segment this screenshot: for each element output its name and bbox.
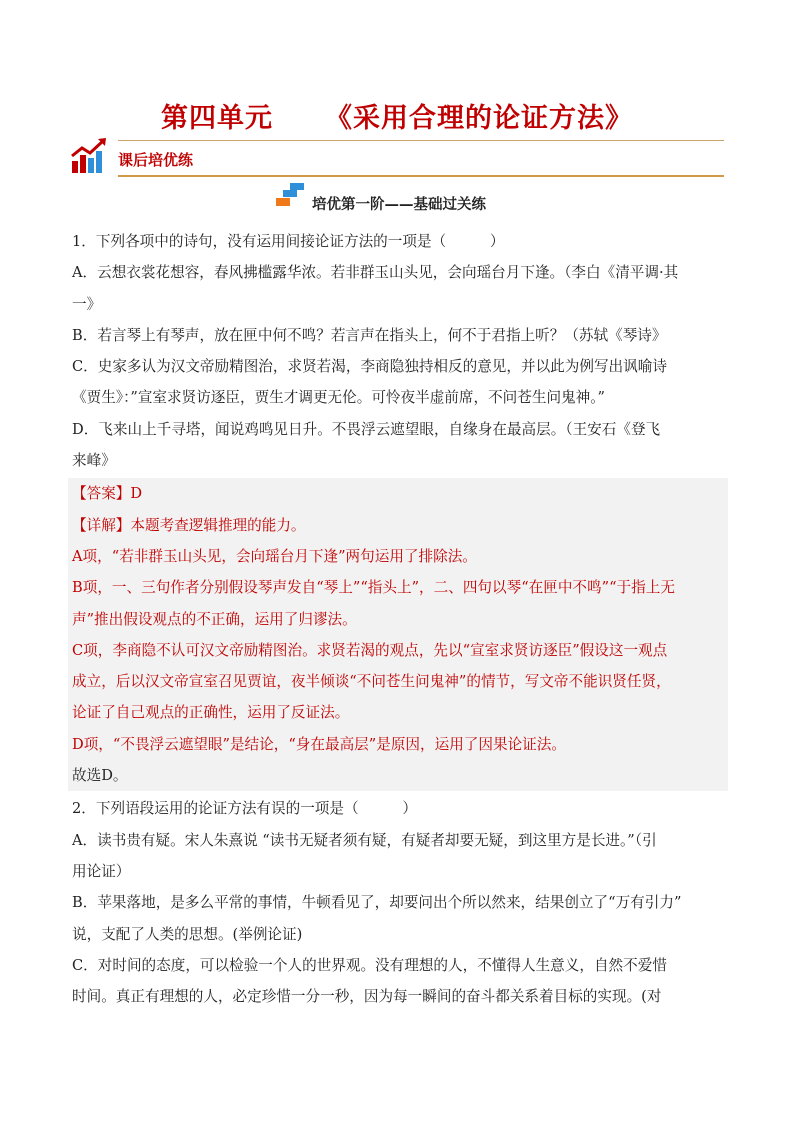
detail-key: 【详解】 [72, 516, 131, 534]
detail-line [72, 510, 724, 541]
explanation-d: D项，“不畏浮云遮望眼”是结论，“身在最高层”是原因，运用了因果论证法。 [72, 735, 566, 753]
detail-value: 本题考查逻辑推理的能力。 [130, 516, 306, 534]
question-2 [72, 793, 724, 1012]
option-c: C．史家多认为汉文帝励精图治，求贤若渴，李商隐独持相反的意见，并以此为例写出讽喻诗 [72, 358, 667, 376]
explanation-b-cont: 声”推出假设观点的不正确，运用了归谬法。 [72, 610, 357, 628]
answer-value: D [130, 485, 143, 503]
option-d: D．飞来山上千寻塔，闻说鸡鸣见日升。不畏浮云遮望眼，自缘身在最高层。（王安石《登飞 [72, 420, 661, 438]
option-a: A．云想衣裳花想容，春风拂槛露华浓。若非群玉山头见，会向瑶台月下逢。（李白《清平调·其 [72, 264, 679, 282]
answer-line [72, 478, 724, 509]
sub-section-label: 培优第一阶——基础过关练 [312, 197, 486, 213]
question-content [72, 226, 724, 1012]
section-header [70, 136, 724, 180]
explanation-c-cont: 成立，后以汉文帝宣室召见贾谊，夜半倾谈“不问苍生问鬼神”的情节，写文帝不能识贤任贤， [72, 673, 671, 691]
explanation-c: C项，李商隐不认可汉文帝励精图治。求贤若渴的观点，先以“宣室求贤访逐臣”假设这一观点 [72, 641, 668, 659]
lesson-title: 《采用合理的论证方法》 [325, 103, 633, 134]
question-stem: 2．下列语段运用的论证方法有误的一项是（ ） [72, 800, 417, 818]
growth-chart-icon [70, 136, 110, 176]
unit-label: 第四单元 [161, 103, 273, 134]
explanation-b: B项，一、三句作者分别假设琴声发自“琴上”“指头上”，二、四句以琴“在匣中不鸣”“于指上无 [72, 579, 675, 597]
option-a: A．读书贵有疑。宋人朱熹说 “读书无疑者须有疑，有疑者却要无疑，到这里方是长进。”（引 [72, 831, 657, 849]
explanation-a: A项，“若非群玉山头见，会向瑶台月下逢”两句运用了排除法。 [72, 547, 477, 565]
option-b: B．若言琴上有琴声，放在匣中何不鸣？若言声在指头上，何不于君指上听？（苏轼《琴诗》 [72, 326, 667, 344]
conclusion: 故选D。 [72, 767, 128, 785]
page-title [0, 96, 794, 135]
option-b-cont: 说，支配了人类的思想。(举例论证) [72, 925, 303, 943]
option-a-cont: 用论证） [72, 862, 131, 880]
explanation-c-cont-2: 论证了自己观点的正确性，运用了反证法。 [72, 704, 350, 722]
option-c-cont: 《贾生》：”宣室求贤访逐臣，贾生才调更无伦。可怜夜半虚前席，不问苍生问鬼神。” [72, 389, 605, 407]
header-rule-bottom [118, 175, 724, 177]
stairs-icon [274, 182, 308, 210]
answer-explanation-box [68, 478, 728, 791]
option-b: B．苹果落地，是多么平常的事情，牛顿看见了，却要问出个所以然来，结果创立了“万有引力” [72, 894, 682, 912]
option-c-cont: 时间。真正有理想的人，必定珍惜一分一秒，因为每一瞬间的奋斗都关系着目标的实现。(对 [72, 988, 662, 1006]
option-d-cont: 来峰》 [72, 452, 116, 470]
section-label: 课后培优练 [118, 151, 194, 169]
sub-header [274, 182, 554, 214]
option-c: C．对时间的态度，可以检验一个人的世界观。没有理想的人，不懂得人生意义，自然不爱惜 [72, 956, 667, 974]
option-a-cont: 一》 [72, 295, 102, 313]
header-rule-top [118, 140, 724, 141]
question-stem: 1．下列各项中的诗句，没有运用间接论证方法的一项是（ ） [72, 233, 505, 250]
question-1 [72, 226, 724, 791]
answer-key: 【答案】 [72, 485, 131, 503]
